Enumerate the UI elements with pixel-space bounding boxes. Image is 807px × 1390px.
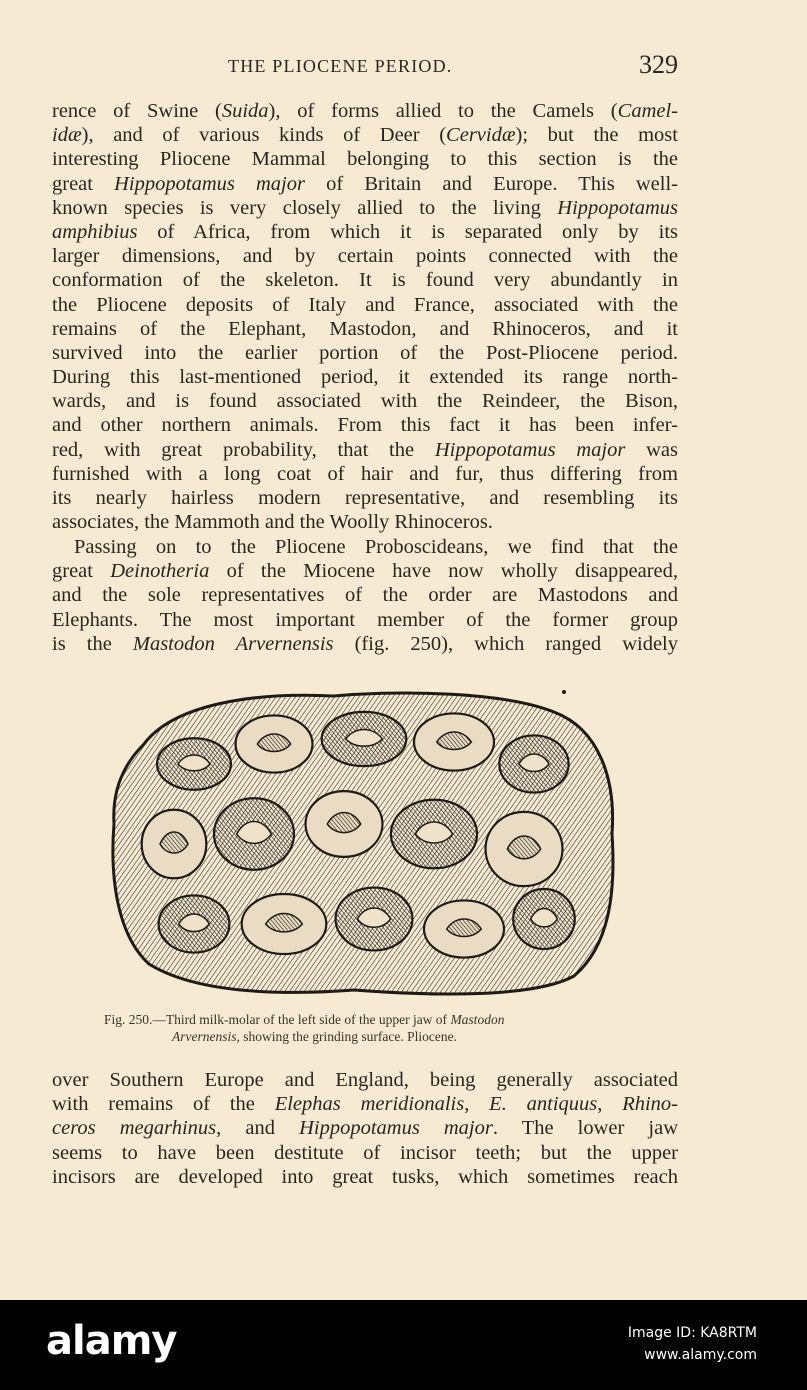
text-line: survived into the earlier portion of the Post-Pliocene period. <box>52 341 678 364</box>
text-line: associates, the Mammoth and the Woolly Rhinoceros. <box>52 511 493 534</box>
alamy-logo: alamy <box>46 1318 177 1364</box>
text-line: remains of the Elephant, Mastodon, and Rhinoceros, and it <box>52 317 678 340</box>
text-line: and the sole representatives of the order are Mastodons and <box>52 584 678 607</box>
text-line: ceros megarhinus, and Hippopotamus major. The lower jaw <box>52 1117 678 1140</box>
text-line: great Hippopotamus major of Britain and Europe. This well- <box>52 172 678 195</box>
text-line: During this last-mentioned period, it extended its range north- <box>52 366 678 389</box>
text-line: incisors are developed into great tusks, which sometimes reach <box>52 1165 678 1188</box>
text-line: great Deinotheria of the Miocene have now wholly disappeared, <box>52 560 678 583</box>
mastodon-molar-illustration <box>104 684 624 1002</box>
text-line: is the Mastodon Arvernensis (fig. 250), which ranged widely <box>52 632 678 655</box>
running-title: THE PLIOCENE PERIOD. <box>228 56 453 76</box>
paragraph-hippopotamus <box>52 99 678 534</box>
text-line: larger dimensions, and by certain points connected with the <box>52 245 678 268</box>
page-number: 329 <box>639 50 678 79</box>
text-line: seems to have been destitute of incisor teeth; but the upper <box>52 1141 678 1164</box>
text-line: the Pliocene deposits of Italy and France, associated with the <box>52 293 678 316</box>
text-line: Elephants. The most important member of the former group <box>52 608 678 631</box>
caption-line-1: Fig. 250.—Third milk-molar of the left side of the upper jaw of Mastodon <box>104 1012 505 1027</box>
text-line: wards, and is found associated with the Reindeer, the Bison, <box>52 390 678 413</box>
text-line: interesting Pliocene Mammal belonging to this section is the <box>52 148 678 171</box>
watermark-url: www.alamy.com <box>644 1347 757 1363</box>
running-head <box>52 50 678 82</box>
text-line: over Southern Europe and England, being generally associated <box>52 1069 678 1091</box>
image-id: Image ID: KA8RTM <box>627 1325 757 1341</box>
caption-line-2: Arvernensis, showing the grinding surface. Pliocene. <box>172 1029 457 1044</box>
text-line: known species is very closely allied to the living Hippopotamus <box>52 196 678 219</box>
paragraph-proboscideans <box>52 535 678 656</box>
figure-caption <box>104 1011 624 1045</box>
text-line: furnished with a long coat of hair and fur, thus differing from <box>52 462 678 485</box>
text-line: with remains of the Elephas meridionalis, E. antiquus, Rhino- <box>52 1093 678 1116</box>
figure-mastodon-molar <box>104 684 624 1002</box>
text-line: rence of Swine (Suida), of forms allied to the Camels (Camel- <box>52 100 678 122</box>
text-line: its nearly hairless modern representative, and resembling its <box>52 487 678 509</box>
paragraph-mastodon-range <box>52 1068 678 1189</box>
text-line: amphibius of Africa, from which it is separated only by its <box>52 220 678 243</box>
text-line: Passing on to the Pliocene Proboscideans, we find that the <box>74 536 678 558</box>
watermark-bar <box>0 1300 807 1390</box>
text-line: idæ), and of various kinds of Deer (Cervidæ); but the most <box>52 124 678 147</box>
text-line: red, with great probability, that the Hippopotamus major was <box>52 438 678 461</box>
watermark-info <box>628 1322 757 1366</box>
text-line: conformation of the skeleton. It is found very abundantly in <box>52 269 678 292</box>
text-line: and other northern animals. From this fact it has been infer- <box>52 414 678 437</box>
